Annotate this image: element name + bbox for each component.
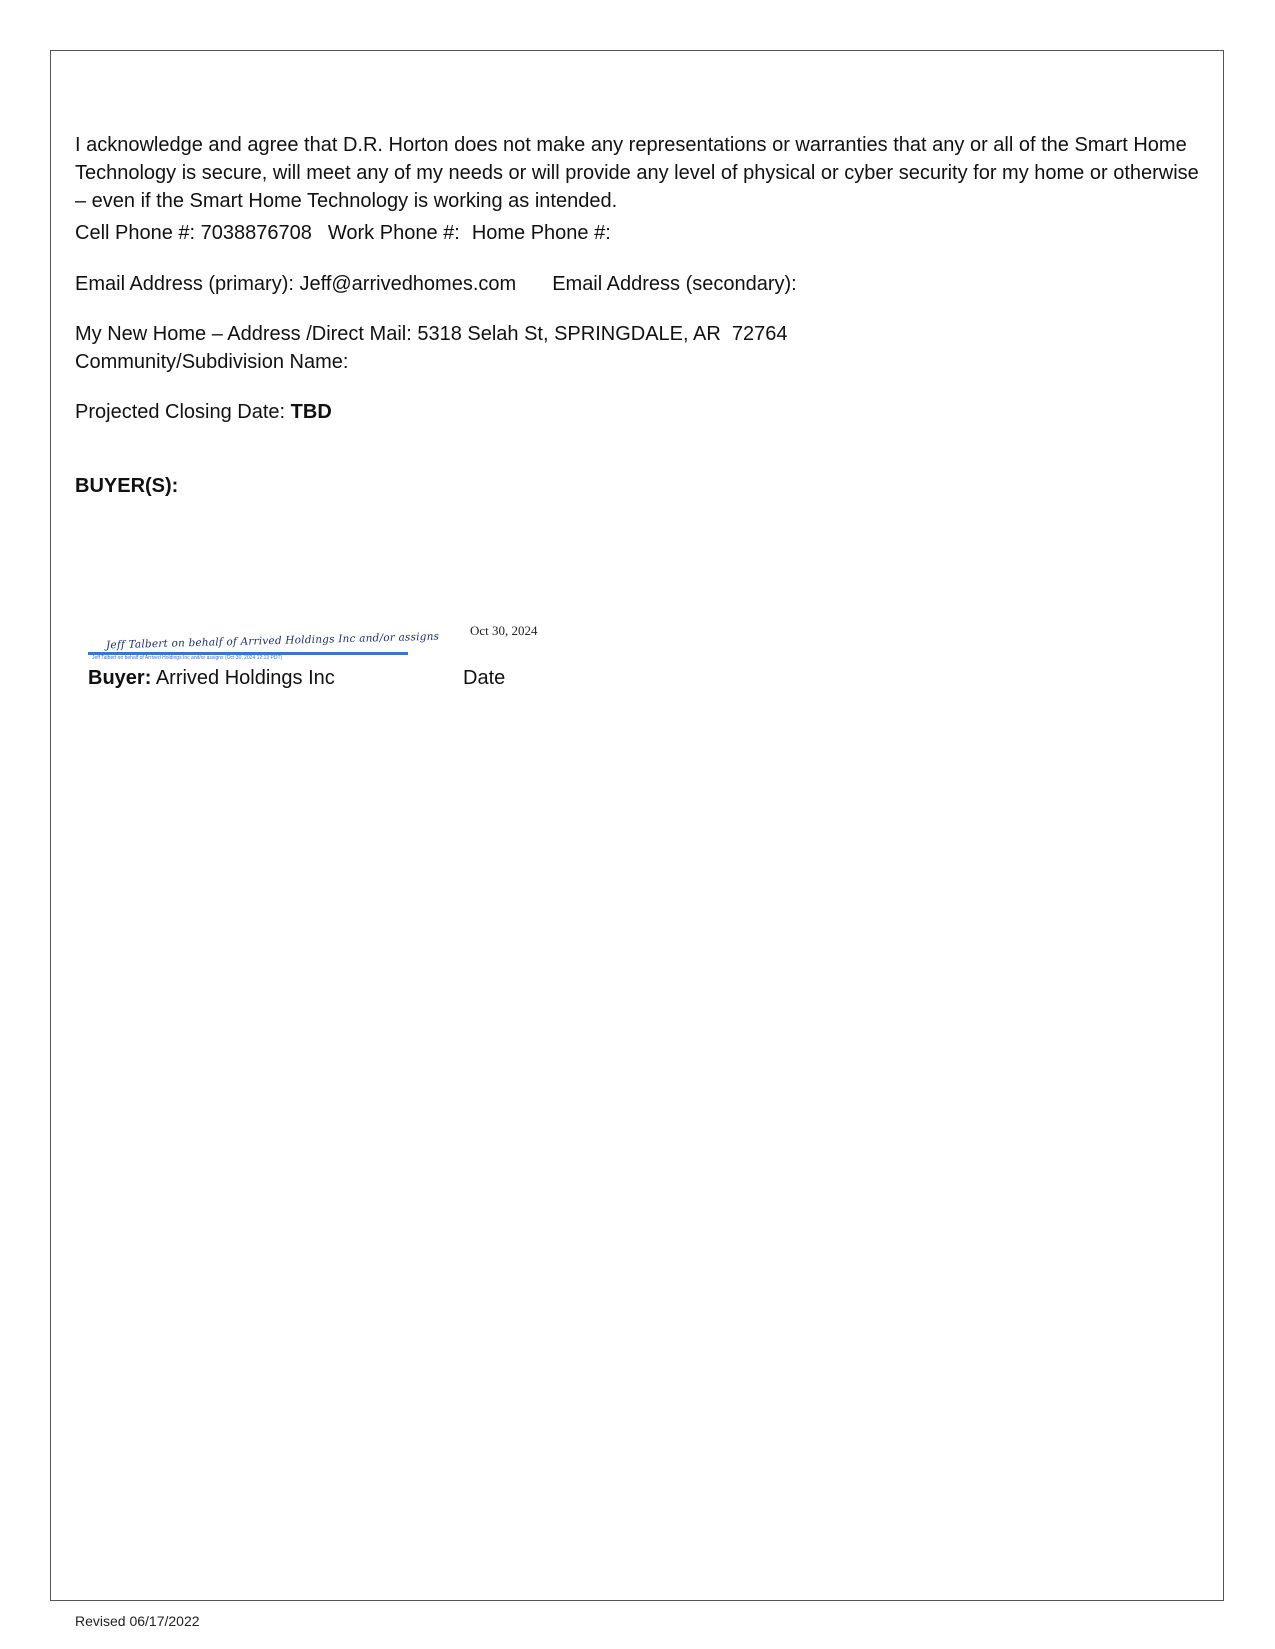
revision-footer: Revised 06/17/2022	[75, 1613, 200, 1629]
buyers-heading: BUYER(S):	[75, 475, 179, 497]
buyer-name: Arrived Holdings Inc	[155, 667, 335, 689]
address-value: 5318 Selah St, SPRINGDALE, AR 72764	[417, 323, 788, 345]
signature-meta: Jeff Talbert on behalf of Arrived Holdings Inc and/or assigns (Oct 30, 2024 12:13 PDT)	[92, 655, 283, 661]
home-phone-label: Home Phone #:	[471, 222, 611, 244]
phone-line	[75, 219, 611, 247]
address-label: My New Home – Address /Direct Mail:	[75, 323, 412, 345]
work-phone-label: Work Phone #:	[327, 222, 460, 244]
community-label: Community/Subdivision Name:	[75, 351, 349, 373]
buyer-label: Buyer:	[88, 667, 152, 689]
email-line	[75, 270, 797, 298]
signature-script: Jeff Talbert on behalf of Arrived Holdings Inc and/or assigns	[105, 630, 440, 652]
primary-email-value: Jeff@arrivedhomes.com	[299, 273, 517, 295]
buyer-name-line	[88, 664, 335, 692]
cell-phone-value: 7038876708	[200, 222, 312, 244]
secondary-email-label: Email Address (secondary):	[552, 273, 797, 295]
closing-date-value: TBD	[290, 401, 332, 423]
primary-email-label: Email Address (primary):	[75, 273, 294, 295]
cell-phone-label: Cell Phone #:	[75, 222, 196, 244]
closing-date-line	[75, 398, 332, 426]
date-label: Date	[463, 667, 506, 689]
closing-date-label: Projected Closing Date:	[75, 401, 286, 423]
address-line	[75, 320, 788, 348]
acknowledgement-paragraph: I acknowledge and agree that D.R. Horton does not make any representations or warranties that any or all of the Smart Home Technology is secure, will meet any of my needs or will provide any level of physical or cyber security for my home or otherwise – even if the Smart Home Technology is working as intended.	[75, 134, 1199, 212]
signature-date: Oct 30, 2024	[470, 623, 538, 638]
buyer-signature	[88, 625, 440, 661]
